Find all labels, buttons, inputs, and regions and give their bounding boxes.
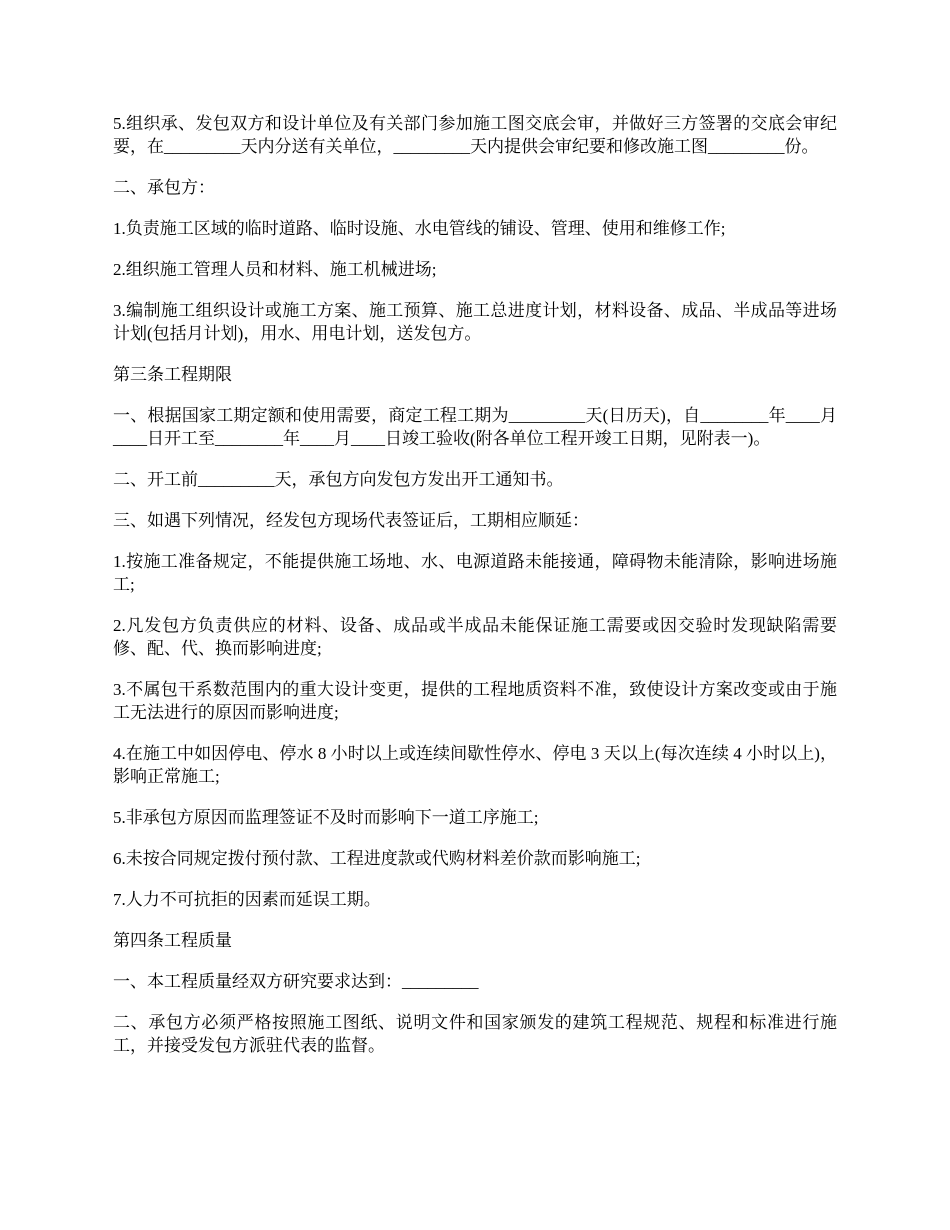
- paragraph-quality-1: 一、本工程质量经双方研究要求达到：_________: [113, 972, 479, 991]
- paragraph-meeting-review: 5.组织承、发包双方和设计单位及有关部门参加施工图交底会审，并做好三方签署的交底会审纪要，在_________天内分送有关单位，_________天内提供会审纪要和修改施工图_________份。: [113, 114, 837, 156]
- paragraph-contractor-item-2: 2.组织施工管理人员和材料、施工机械进场;: [113, 260, 437, 279]
- paragraph-delay-item-4: 4.在施工中如因停电、停水 8 小时以上或连续间歇性停水、停电 3 天以上(每次连续 4 小时以上)，影响正常施工;: [113, 744, 837, 786]
- paragraph-delay-item-1: 1.按施工准备规定，不能提供施工场地、水、电源道路未能接通，障碍物未能清除，影响进场施工;: [113, 552, 837, 594]
- paragraph-schedule-1: 一、根据国家工期定额和使用需要，商定工程工期为_________天(日历天)，自________年____月____日开工至________年____月____日竣工验收(附各单位工程开竣工日期，见附表一)。: [113, 406, 837, 448]
- paragraph-schedule-2: 二、开工前_________天，承包方向发包方发出开工通知书。: [113, 470, 564, 489]
- paragraph-contractor-item-1: 1.负责施工区域的临时道路、临时设施、水电管线的铺设、管理、使用和维修工作;: [113, 219, 726, 238]
- paragraph-delay-item-3: 3.不属包干系数范围内的重大设计变更，提供的工程地质资料不准，致使设计方案改变或由于施工无法进行的原因而影响进度;: [113, 680, 837, 722]
- heading-article-4: 第四条工程质量: [113, 931, 232, 950]
- paragraph-schedule-3: 三、如遇下列情况，经发包方现场代表签证后，工期相应顺延：: [113, 511, 589, 530]
- paragraph-quality-2: 二、承包方必须严格按照施工图纸、说明文件和国家颁发的建筑工程规范、规程和标准进行施工，并接受发包方派驻代表的监督。: [113, 1013, 837, 1055]
- paragraph-delay-item-5: 5.非承包方原因而监理签证不及时而影响下一道工序施工;: [113, 808, 539, 827]
- heading-contractor: 二、承包方：: [113, 178, 215, 197]
- paragraph-delay-item-6: 6.未按合同规定拨付预付款、工程进度款或代购材料差价款而影响施工;: [113, 849, 641, 868]
- paragraph-contractor-item-3: 3.编制施工组织设计或施工方案、施工预算、施工总进度计划，材料设备、成品、半成品等进场计划(包括月计划)，用水、用电计划，送发包方。: [113, 301, 837, 343]
- document-page: [113, 112, 837, 1075]
- paragraph-delay-item-7: 7.人力不可抗拒的因素而延误工期。: [113, 890, 381, 909]
- heading-article-3: 第三条工程期限: [113, 365, 232, 384]
- paragraph-delay-item-2: 2.凡发包方负责供应的材料、设备、成品或半成品未能保证施工需要或因交验时发现缺陷需要修、配、代、换而影响进度;: [113, 616, 837, 658]
